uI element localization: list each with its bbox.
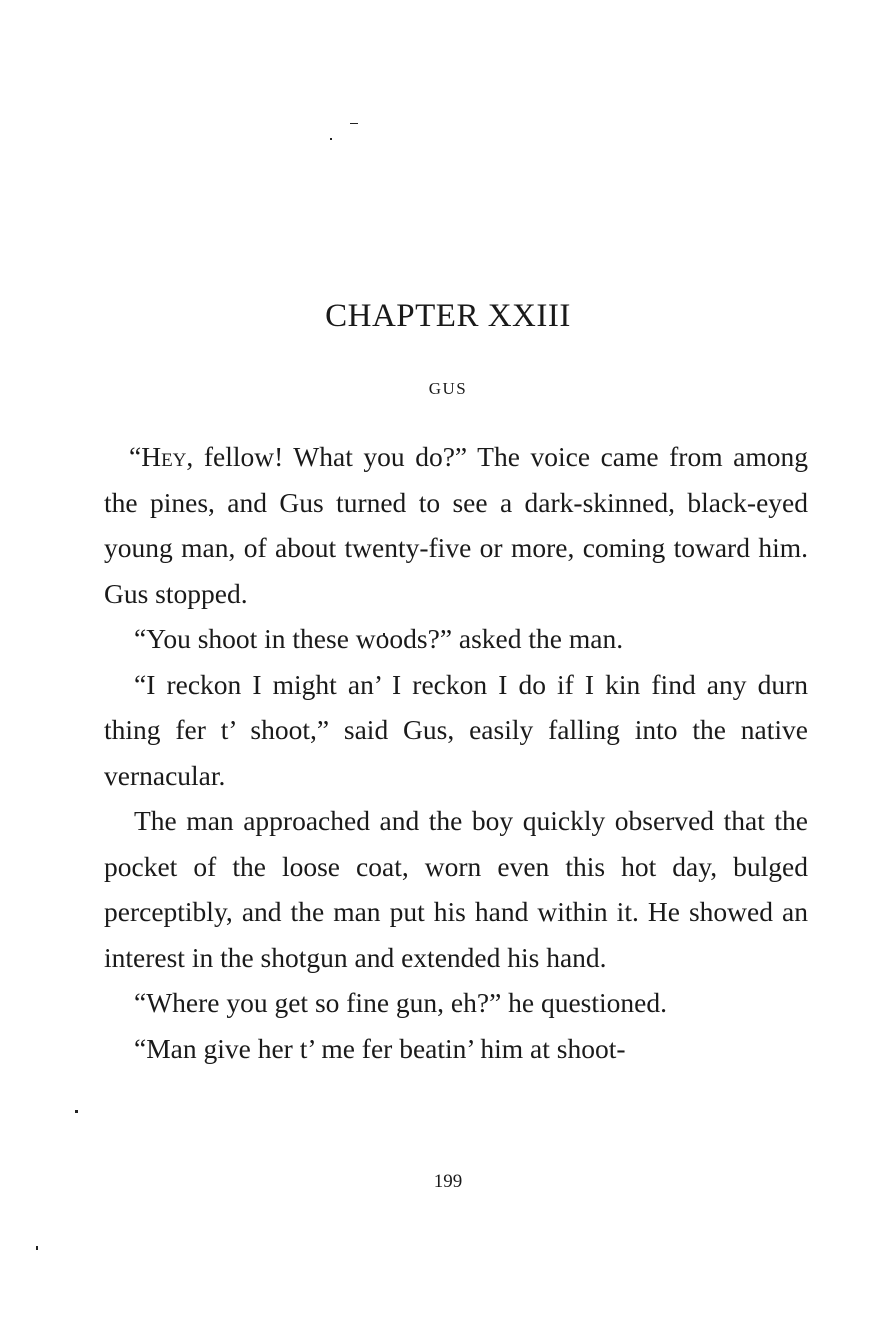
paragraph: “I reckon I might an’ I reckon I do if I kin find any durn thing fer t’ shoot,” said Gus, easily falling into the native vernacular. <box>104 668 808 791</box>
paragraph: The man approached and the boy quickly observed that the pocket of the loose coat, worn even this hot day, bulged perceptibly, and the man put his hand within it. He showed an interest in the shotgun and extended his hand. <box>104 805 808 973</box>
print-speck <box>75 1110 78 1113</box>
paragraph: “You shoot in these woods?” asked the man. <box>134 623 624 654</box>
chapter-title: CHAPTER XXIII <box>325 298 571 334</box>
print-speck <box>330 138 332 140</box>
paragraph <box>104 434 808 616</box>
chapter-subtitle: GUS <box>428 379 468 398</box>
paragraph: “Man give her t’ me fer beatin’ him at shoot- <box>134 1032 626 1064</box>
paragraph-lead: “Hey, <box>129 441 194 472</box>
print-speck <box>36 1246 38 1250</box>
print-speck <box>350 123 358 124</box>
paragraph: “Where you get so fine gun, eh?” he questioned. <box>134 987 668 1018</box>
page-number: 199 <box>433 1171 463 1192</box>
body-text <box>104 434 808 1071</box>
paragraph-text: fellow! What you do?” The voice came from among the pines, and Gus turned to see a dark-skinned, black-eyed young man, of about twenty-five or more, coming toward him. Gus stopped. <box>104 441 808 609</box>
